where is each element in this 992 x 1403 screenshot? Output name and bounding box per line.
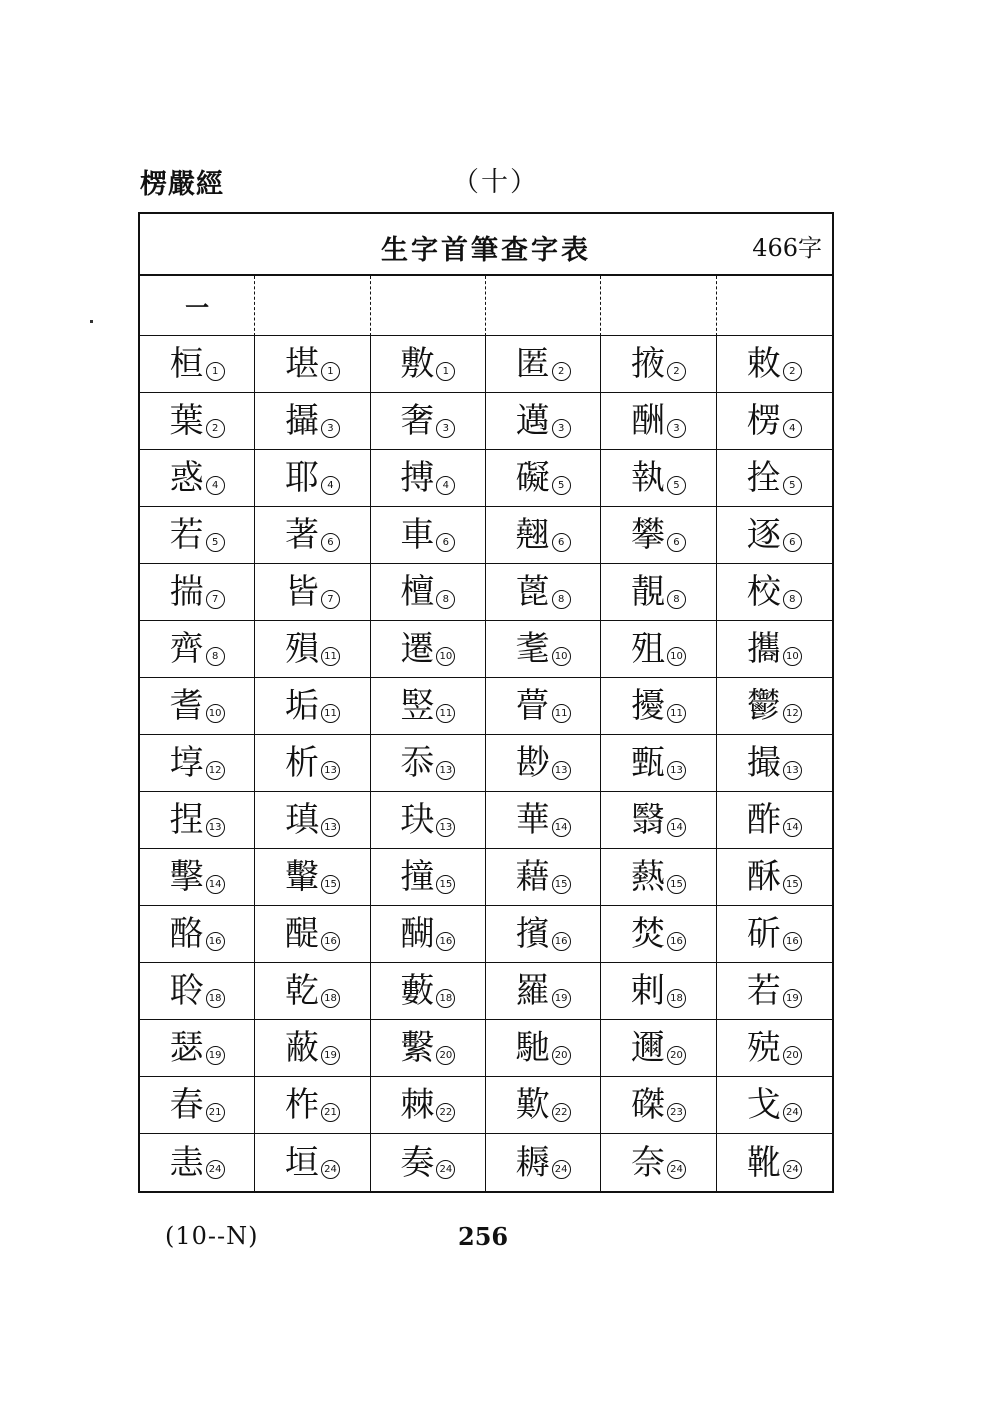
lesson-number-badge: 24 — [783, 1103, 802, 1122]
character-cell — [371, 450, 486, 507]
character-cell — [486, 336, 601, 393]
character: 奏 — [400, 1142, 435, 1183]
character: 遷 — [400, 629, 435, 669]
lesson-number-badge: 6 — [552, 533, 571, 552]
character: 耆 — [169, 686, 204, 726]
lesson-number-badge: 21 — [206, 1103, 225, 1122]
character: 斫 — [746, 914, 781, 954]
lesson-number-badge: 3 — [436, 419, 455, 438]
character-cell — [601, 735, 716, 792]
lesson-number-badge: 22 — [552, 1103, 571, 1122]
character-cell — [255, 1134, 370, 1191]
character-cell — [255, 735, 370, 792]
character-cell — [717, 678, 832, 735]
lesson-number-badge: 14 — [206, 875, 225, 894]
character-cell — [140, 393, 255, 450]
character: 忝 — [400, 743, 435, 783]
first-stroke-label: 一 — [185, 293, 210, 322]
lesson-number-badge: 11 — [436, 704, 455, 723]
lesson-number-badge: 19 — [321, 1046, 340, 1065]
character: 拴 — [746, 458, 781, 498]
lesson-number-badge: 13 — [206, 818, 225, 837]
character: 醐 — [400, 914, 435, 954]
character-cell — [601, 849, 716, 906]
lesson-number-badge: 13 — [436, 818, 455, 837]
character-cell — [255, 906, 370, 963]
lesson-number-badge: 6 — [321, 533, 340, 552]
character: 耶 — [284, 458, 319, 498]
lesson-number-badge: 3 — [667, 419, 686, 438]
character-cell — [371, 735, 486, 792]
lesson-number-badge: 1 — [321, 362, 340, 381]
lesson-number-badge: 20 — [667, 1046, 686, 1065]
lesson-number-badge: 11 — [321, 704, 340, 723]
character-cell — [486, 1020, 601, 1077]
character-cell — [140, 1020, 255, 1077]
character-count: 466字 — [752, 234, 822, 262]
lesson-number-badge: 24 — [321, 1160, 340, 1179]
character: 乾 — [284, 971, 319, 1011]
character: 耨 — [515, 1142, 550, 1183]
character: 齊 — [169, 629, 204, 669]
volume-label: （十） — [452, 167, 539, 198]
character-cell — [371, 906, 486, 963]
character: 攀 — [630, 515, 665, 555]
lesson-number-badge: 16 — [667, 932, 686, 951]
lesson-number-badge: 19 — [552, 989, 571, 1008]
character: 瞢 — [515, 686, 550, 726]
character-cell — [371, 1020, 486, 1077]
lesson-number-badge: 10 — [667, 647, 686, 666]
character-cell — [717, 735, 832, 792]
lesson-number-badge: 13 — [552, 761, 571, 780]
character: 翳 — [630, 800, 665, 840]
character-cell — [486, 564, 601, 621]
lesson-number-badge: 7 — [321, 590, 340, 609]
lesson-number-badge: 2 — [667, 362, 686, 381]
lesson-number-badge: 24 — [436, 1160, 455, 1179]
character-cell — [371, 621, 486, 678]
empty-cell — [371, 276, 486, 336]
character: 攜 — [746, 629, 781, 669]
character-cell — [601, 963, 716, 1020]
character-cell — [140, 1077, 255, 1134]
character-cell — [486, 792, 601, 849]
character-cell — [717, 1020, 832, 1077]
lesson-number-badge: 2 — [783, 362, 802, 381]
lesson-number-badge: 16 — [206, 932, 225, 951]
character: 棘 — [400, 1085, 435, 1125]
character-cell — [717, 564, 832, 621]
character: 掖 — [630, 344, 665, 384]
lesson-number-badge: 6 — [667, 533, 686, 552]
character-cell — [486, 906, 601, 963]
character-cell — [486, 393, 601, 450]
character-cell — [601, 906, 716, 963]
character: 揣 — [169, 572, 204, 612]
lesson-number-badge: 12 — [783, 704, 802, 723]
stroke-header-cell — [140, 276, 255, 336]
character-cell — [371, 1077, 486, 1134]
character-cell — [255, 564, 370, 621]
character: 靴 — [746, 1142, 781, 1183]
character-cell — [717, 963, 832, 1020]
lesson-number-badge: 8 — [552, 590, 571, 609]
stroke-header-row — [140, 276, 832, 336]
character-cell — [140, 507, 255, 564]
lesson-number-badge: 8 — [206, 647, 225, 666]
empty-cell — [486, 276, 601, 336]
lesson-number-badge: 20 — [552, 1046, 571, 1065]
character-cell — [255, 678, 370, 735]
lesson-number-badge: 3 — [552, 419, 571, 438]
character: 瑟 — [169, 1028, 204, 1068]
character-cell — [140, 621, 255, 678]
character-cell — [486, 621, 601, 678]
character: 蔽 — [284, 1028, 319, 1068]
lesson-number-badge: 4 — [436, 476, 455, 495]
character-cell — [486, 963, 601, 1020]
lesson-number-badge: 18 — [667, 989, 686, 1008]
character-cell — [717, 1077, 832, 1134]
lesson-number-badge: 3 — [321, 419, 340, 438]
lesson-number-badge: 24 — [667, 1160, 686, 1179]
character: 邁 — [515, 401, 550, 441]
lesson-number-badge: 1 — [436, 362, 455, 381]
character: 翹 — [515, 515, 550, 555]
character: 搏 — [400, 458, 435, 498]
lesson-number-badge: 10 — [552, 647, 571, 666]
lesson-number-badge: 4 — [783, 419, 802, 438]
lesson-number-badge: 2 — [206, 419, 225, 438]
character: 匿 — [515, 344, 550, 384]
lesson-number-badge: 4 — [321, 476, 340, 495]
character: 戈 — [746, 1085, 781, 1125]
character: 擊 — [169, 857, 204, 897]
lesson-number-badge: 15 — [436, 875, 455, 894]
lesson-number-badge: 1 — [206, 362, 225, 381]
lesson-number-badge: 6 — [783, 533, 802, 552]
character: 桓 — [169, 344, 204, 384]
character: 葉 — [169, 401, 204, 441]
empty-cell — [601, 276, 716, 336]
character: 撮 — [746, 743, 781, 783]
character: 殂 — [630, 629, 665, 669]
character: 華 — [515, 800, 550, 840]
character-cell — [371, 336, 486, 393]
lesson-number-badge: 18 — [436, 989, 455, 1008]
page-number: 256 — [458, 1222, 509, 1251]
character: 捏 — [169, 800, 204, 840]
lesson-number-badge: 6 — [436, 533, 455, 552]
lesson-number-badge: 22 — [436, 1103, 455, 1122]
character-cell — [486, 1077, 601, 1134]
character: 校 — [746, 572, 781, 612]
character: 磔 — [630, 1085, 665, 1125]
lesson-number-badge: 16 — [321, 932, 340, 951]
lesson-number-badge: 4 — [206, 476, 225, 495]
lesson-number-badge: 18 — [206, 989, 225, 1008]
character-cell — [601, 507, 716, 564]
lesson-number-badge: 21 — [321, 1103, 340, 1122]
character: 撞 — [400, 857, 435, 897]
character-cell — [255, 336, 370, 393]
character: 殞 — [284, 629, 319, 669]
character: 蓖 — [515, 572, 550, 612]
lesson-number-badge: 24 — [206, 1160, 225, 1179]
lesson-number-badge: 23 — [667, 1103, 686, 1122]
character: 逐 — [746, 515, 781, 555]
lesson-number-badge: 5 — [206, 533, 225, 552]
character: 堪 — [284, 344, 319, 384]
character: 楞 — [746, 401, 781, 441]
character-cell — [486, 849, 601, 906]
character: 敕 — [746, 344, 781, 384]
character-cell — [371, 963, 486, 1020]
character: 鬱 — [746, 686, 781, 726]
character-cell — [717, 1134, 832, 1191]
lesson-number-badge: 11 — [667, 704, 686, 723]
empty-cell — [717, 276, 832, 336]
character: 酢 — [746, 800, 781, 840]
table-title-row — [140, 214, 832, 276]
character: 焚 — [630, 914, 665, 954]
lesson-number-badge: 20 — [783, 1046, 802, 1065]
character-cell — [140, 450, 255, 507]
character-cell — [601, 393, 716, 450]
lesson-number-badge: 24 — [783, 1160, 802, 1179]
book-title: 楞嚴經 — [140, 169, 224, 200]
table-title: 生字首筆查字表 — [381, 235, 591, 266]
character: 垣 — [284, 1142, 319, 1183]
character: 馳 — [515, 1028, 550, 1068]
character: 礙 — [515, 458, 550, 498]
lesson-number-badge: 5 — [783, 476, 802, 495]
lesson-number-badge: 10 — [206, 704, 225, 723]
lesson-number-badge: 15 — [321, 875, 340, 894]
character-cell — [371, 678, 486, 735]
character: 甄 — [630, 743, 665, 783]
character-cell — [371, 393, 486, 450]
lesson-number-badge: 16 — [552, 932, 571, 951]
character-cell — [371, 792, 486, 849]
lesson-number-badge: 2 — [552, 362, 571, 381]
character-cell — [140, 906, 255, 963]
character-cell — [255, 393, 370, 450]
character-cell — [140, 792, 255, 849]
character: 若 — [746, 971, 781, 1011]
character-cell — [255, 963, 370, 1020]
lesson-number-badge: 15 — [552, 875, 571, 894]
character-cell — [601, 621, 716, 678]
character: 攝 — [284, 401, 319, 441]
character-cell — [140, 963, 255, 1020]
character: 歎 — [515, 1085, 550, 1125]
empty-cell — [255, 276, 370, 336]
lesson-number-badge: 11 — [321, 647, 340, 666]
character-cell — [371, 1134, 486, 1191]
character-cell — [601, 1077, 716, 1134]
character-cell — [140, 849, 255, 906]
footer-code: (10--N) — [165, 1222, 259, 1250]
character-cell — [601, 336, 716, 393]
character: 尠 — [515, 743, 550, 783]
character-cell — [140, 336, 255, 393]
character-grid — [140, 336, 832, 1191]
character-cell — [601, 678, 716, 735]
character: 柞 — [284, 1085, 319, 1125]
character: 檀 — [400, 572, 435, 612]
lesson-number-badge: 8 — [436, 590, 455, 609]
character: 藪 — [400, 971, 435, 1011]
lesson-number-badge: 12 — [206, 761, 225, 780]
character: 繫 — [400, 1028, 435, 1068]
character-cell — [717, 336, 832, 393]
character: 玦 — [400, 800, 435, 840]
lesson-number-badge: 18 — [321, 989, 340, 1008]
character-cell — [140, 564, 255, 621]
character-table — [138, 212, 834, 1193]
lesson-number-badge: 5 — [667, 476, 686, 495]
character-cell — [140, 678, 255, 735]
character: 聆 — [169, 971, 204, 1011]
lesson-number-badge: 11 — [552, 704, 571, 723]
character-cell — [255, 849, 370, 906]
character-cell — [140, 735, 255, 792]
character-cell — [255, 1020, 370, 1077]
character: 若 — [169, 515, 204, 555]
character: 垢 — [284, 686, 319, 726]
character-cell — [486, 1134, 601, 1191]
character: 酥 — [746, 857, 781, 897]
character-cell — [601, 1134, 716, 1191]
lesson-number-badge: 8 — [783, 590, 802, 609]
stray-dot — [90, 320, 93, 323]
character-cell — [371, 849, 486, 906]
character-cell — [601, 792, 716, 849]
lesson-number-badge: 19 — [206, 1046, 225, 1065]
lesson-number-badge: 14 — [667, 818, 686, 837]
lesson-number-badge: 10 — [783, 647, 802, 666]
character: 瑱 — [284, 800, 319, 840]
character: 靚 — [630, 572, 665, 612]
lesson-number-badge: 15 — [667, 875, 686, 894]
character: 轚 — [284, 857, 319, 897]
lesson-number-badge: 15 — [783, 875, 802, 894]
character: 埻 — [169, 743, 204, 783]
character-cell — [371, 507, 486, 564]
character-cell — [255, 1077, 370, 1134]
character-cell — [717, 849, 832, 906]
character: 酬 — [630, 401, 665, 441]
character-cell — [717, 792, 832, 849]
character-cell — [486, 735, 601, 792]
character-cell — [601, 564, 716, 621]
character: 剌 — [630, 971, 665, 1011]
character-cell — [255, 507, 370, 564]
character-cell — [486, 507, 601, 564]
character-cell — [601, 1020, 716, 1077]
character-cell — [717, 906, 832, 963]
character-cell — [717, 507, 832, 564]
lesson-number-badge: 16 — [783, 932, 802, 951]
character: 耄 — [515, 629, 550, 669]
lesson-number-badge: 10 — [436, 647, 455, 666]
character: 恚 — [169, 1142, 204, 1183]
lesson-number-badge: 8 — [667, 590, 686, 609]
character: 春 — [169, 1085, 204, 1125]
character-cell — [255, 450, 370, 507]
character-cell — [486, 450, 601, 507]
character: 車 — [400, 515, 435, 555]
character: 藉 — [515, 857, 550, 897]
character: 羅 — [515, 971, 550, 1011]
lesson-number-badge: 20 — [436, 1046, 455, 1065]
lesson-number-badge: 13 — [783, 761, 802, 780]
lesson-number-badge: 19 — [783, 989, 802, 1008]
lesson-number-badge: 13 — [436, 761, 455, 780]
character: 執 — [630, 458, 665, 498]
character: 惑 — [169, 458, 204, 498]
lesson-number-badge: 16 — [436, 932, 455, 951]
character: 奈 — [630, 1142, 665, 1183]
character: 著 — [284, 515, 319, 555]
character-cell — [140, 1134, 255, 1191]
lesson-number-badge: 5 — [552, 476, 571, 495]
character: 奢 — [400, 401, 435, 441]
character: 敷 — [400, 344, 435, 384]
character: 擯 — [515, 914, 550, 954]
lesson-number-badge: 13 — [321, 761, 340, 780]
character: 擾 — [630, 686, 665, 726]
lesson-number-badge: 13 — [667, 761, 686, 780]
character-cell — [371, 564, 486, 621]
character-cell — [717, 393, 832, 450]
character-cell — [601, 450, 716, 507]
lesson-number-badge: 14 — [783, 818, 802, 837]
lesson-number-badge: 13 — [321, 818, 340, 837]
character-cell — [717, 450, 832, 507]
lesson-number-badge: 7 — [206, 590, 225, 609]
character-cell — [255, 792, 370, 849]
character: 爇 — [630, 857, 665, 897]
character: 邇 — [630, 1028, 665, 1068]
character: 竪 — [400, 686, 435, 726]
character: 析 — [284, 743, 319, 783]
character-cell — [717, 621, 832, 678]
lesson-number-badge: 14 — [552, 818, 571, 837]
character: 皆 — [284, 572, 319, 612]
character: 殑 — [746, 1028, 781, 1068]
character-cell — [486, 678, 601, 735]
lesson-number-badge: 24 — [552, 1160, 571, 1179]
character: 醍 — [284, 914, 319, 954]
character-cell — [255, 621, 370, 678]
character: 酪 — [169, 914, 204, 954]
